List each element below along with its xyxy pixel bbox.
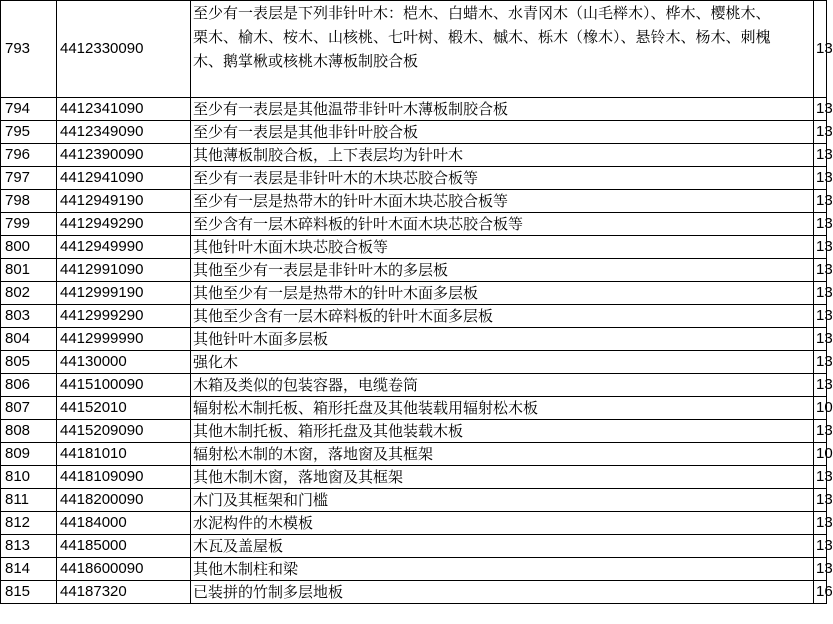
table-row <box>1 558 827 581</box>
row-description: 水泥构件的木模板 <box>191 512 814 535</box>
row-code: 44152010 <box>57 397 191 420</box>
row-code: 4412341090 <box>57 98 191 121</box>
row-description: 木箱及类似的包装容器，电缆卷筒 <box>191 374 814 397</box>
row-seq: 794 <box>1 98 57 121</box>
table-row <box>1 351 827 374</box>
row-code: 4412330090 <box>57 1 191 98</box>
table-row <box>1 282 827 305</box>
row-seq: 804 <box>1 328 57 351</box>
row-description: 辐射松木制的木窗，落地窗及其框架 <box>191 443 814 466</box>
row-code: 44130000 <box>57 351 191 374</box>
row-rate: 13 <box>814 305 827 328</box>
row-code: 44181010 <box>57 443 191 466</box>
row-rate: 13 <box>814 328 827 351</box>
row-description: 其他木制木窗，落地窗及其框架 <box>191 466 814 489</box>
table-row <box>1 190 827 213</box>
row-code: 4412999990 <box>57 328 191 351</box>
row-seq: 808 <box>1 420 57 443</box>
row-seq: 813 <box>1 535 57 558</box>
row-rate: 13 <box>814 167 827 190</box>
row-code: 4412941090 <box>57 167 191 190</box>
row-seq: 800 <box>1 236 57 259</box>
tariff-table-body <box>1 1 833 604</box>
row-rate: 13 <box>814 466 827 489</box>
row-rate: 13 <box>814 489 827 512</box>
row-description: 木瓦及盖屋板 <box>191 535 814 558</box>
row-code: 4412949990 <box>57 236 191 259</box>
row-description: 至少有一表层是其他温带非针叶木薄板制胶合板 <box>191 98 814 121</box>
row-code: 4418109090 <box>57 466 191 489</box>
row-description: 辐射松木制托板、箱形托盘及其他装载用辐射松木板 <box>191 397 814 420</box>
row-rate: 13 <box>814 213 827 236</box>
row-description: 其他木制柱和梁 <box>191 558 814 581</box>
row-code: 4412390090 <box>57 144 191 167</box>
table-row <box>1 581 827 604</box>
table-row <box>1 167 827 190</box>
row-description: 至少有一表层是其他非针叶胶合板 <box>191 121 814 144</box>
row-rate: 13 <box>814 282 827 305</box>
row-rate: 13 <box>814 259 827 282</box>
row-seq: 801 <box>1 259 57 282</box>
table-row <box>1 512 827 535</box>
row-rate: 13 <box>814 190 827 213</box>
row-rate: 13 <box>814 1 827 98</box>
row-seq: 793 <box>1 1 57 98</box>
row-code: 4418200090 <box>57 489 191 512</box>
row-code: 44187320 <box>57 581 191 604</box>
row-code: 4415100090 <box>57 374 191 397</box>
table-row <box>1 213 827 236</box>
table-row <box>1 236 827 259</box>
table-row <box>1 397 827 420</box>
table-row <box>1 443 827 466</box>
row-seq: 803 <box>1 305 57 328</box>
row-seq: 810 <box>1 466 57 489</box>
row-rate: 13 <box>814 374 827 397</box>
row-seq: 799 <box>1 213 57 236</box>
row-rate: 13 <box>814 351 827 374</box>
row-rate: 13 <box>814 512 827 535</box>
row-description: 其他针叶木面木块芯胶合板等 <box>191 236 814 259</box>
row-description: 至少含有一层木碎料板的针叶木面木块芯胶合板等 <box>191 213 814 236</box>
row-seq: 815 <box>1 581 57 604</box>
row-seq: 809 <box>1 443 57 466</box>
row-description: 其他针叶木面多层板 <box>191 328 814 351</box>
row-seq: 797 <box>1 167 57 190</box>
row-rate: 13 <box>814 236 827 259</box>
row-code: 4412999290 <box>57 305 191 328</box>
row-rate: 10 <box>814 397 827 420</box>
row-description: 至少有一表层是非针叶木的木块芯胶合板等 <box>191 167 814 190</box>
table-row <box>1 1 827 98</box>
row-code: 4412991090 <box>57 259 191 282</box>
table-row <box>1 305 827 328</box>
row-rate: 13 <box>814 98 827 121</box>
table-row <box>1 328 827 351</box>
row-description: 其他木制托板、箱形托盘及其他装载木板 <box>191 420 814 443</box>
table-row <box>1 374 827 397</box>
row-rate: 10 <box>814 443 827 466</box>
row-seq: 796 <box>1 144 57 167</box>
row-code: 44185000 <box>57 535 191 558</box>
row-seq: 812 <box>1 512 57 535</box>
row-description: 其他至少有一表层是非针叶木的多层板 <box>191 259 814 282</box>
row-description: 强化木 <box>191 351 814 374</box>
table-row <box>1 466 827 489</box>
row-code: 4412999190 <box>57 282 191 305</box>
row-code: 44184000 <box>57 512 191 535</box>
row-seq: 807 <box>1 397 57 420</box>
row-description: 木门及其框架和门槛 <box>191 489 814 512</box>
table-row <box>1 420 827 443</box>
row-rate: 13 <box>814 558 827 581</box>
table-row <box>1 121 827 144</box>
row-code: 4412949190 <box>57 190 191 213</box>
table-row <box>1 144 827 167</box>
row-code: 4415209090 <box>57 420 191 443</box>
row-description: 至少有一层是热带木的针叶木面木块芯胶合板等 <box>191 190 814 213</box>
row-code: 4412349090 <box>57 121 191 144</box>
row-seq: 811 <box>1 489 57 512</box>
row-description: 其他至少含有一层木碎料板的针叶木面多层板 <box>191 305 814 328</box>
table-row <box>1 535 827 558</box>
row-rate: 13 <box>814 144 827 167</box>
row-seq: 802 <box>1 282 57 305</box>
row-code: 4418600090 <box>57 558 191 581</box>
row-description: 至少有一表层是下列非针叶木：桤木、白蜡木、水青冈木（山毛榉木）、桦木、樱桃木、栗木、榆木、桉木、山核桃、七叶树、椴木、槭木、栎木（橡木）、悬铃木、杨木、刺槐木、鹅掌楸或核桃木薄板制胶合板 <box>191 1 814 98</box>
row-seq: 798 <box>1 190 57 213</box>
row-seq: 806 <box>1 374 57 397</box>
row-rate: 13 <box>814 121 827 144</box>
row-code: 4412949290 <box>57 213 191 236</box>
table-row <box>1 259 827 282</box>
row-description: 已装拼的竹制多层地板 <box>191 581 814 604</box>
table-row <box>1 489 827 512</box>
row-description: 其他薄板制胶合板，上下表层均为针叶木 <box>191 144 814 167</box>
table-row <box>1 98 827 121</box>
row-description: 其他至少有一层是热带木的针叶木面多层板 <box>191 282 814 305</box>
row-seq: 805 <box>1 351 57 374</box>
row-rate: 13 <box>814 420 827 443</box>
row-seq: 814 <box>1 558 57 581</box>
row-rate: 16 <box>814 581 827 604</box>
row-seq: 795 <box>1 121 57 144</box>
row-rate: 13 <box>814 535 827 558</box>
